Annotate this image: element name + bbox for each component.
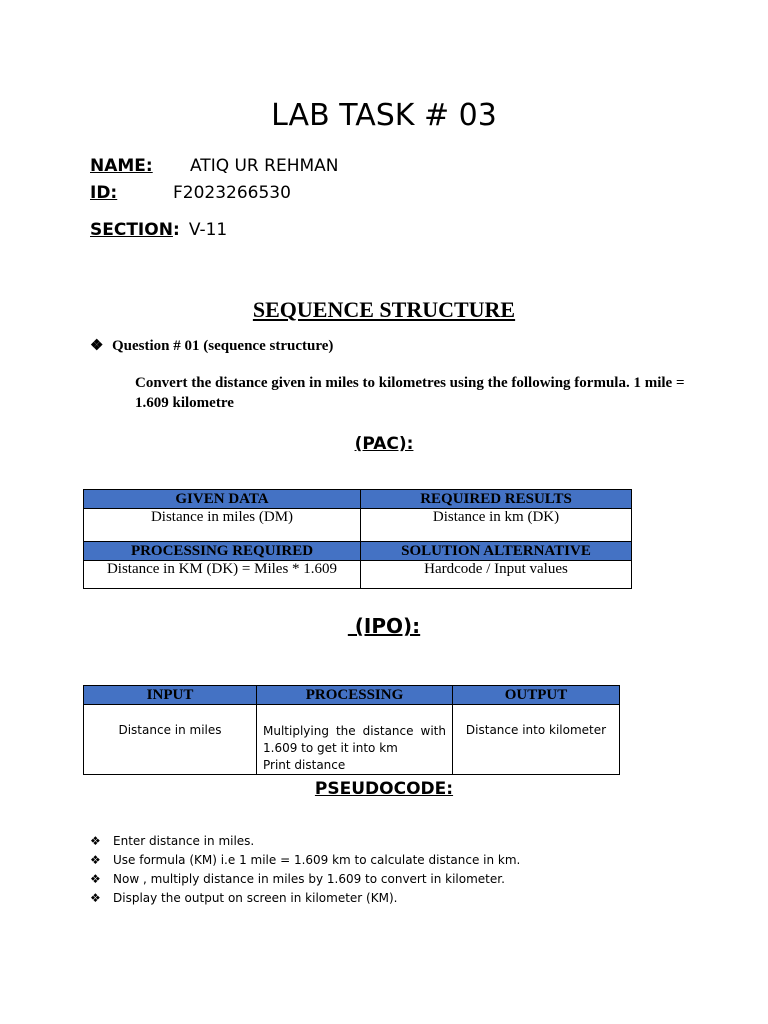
processing-cell bbox=[257, 705, 453, 775]
processing-required-cell: Distance in KM (DK) = Miles * 1.609 bbox=[84, 561, 361, 589]
output-cell: Distance into kilometer bbox=[453, 705, 620, 775]
section-row bbox=[90, 220, 227, 240]
pseudocode-step: Display the output on screen in kilometer (KM). bbox=[113, 891, 398, 905]
name-label: NAME: bbox=[90, 156, 153, 176]
pseudocode-heading: PSEUDOCODE: bbox=[314, 779, 454, 799]
processing-line-1: Multiplying the distance with 1.609 to get it into km bbox=[263, 724, 446, 755]
pseudocode-step: Now , multiply distance in miles by 1.609 to convert in kilometer. bbox=[113, 872, 505, 886]
list-item bbox=[90, 832, 520, 851]
name-value: ATIQ UR REHMAN bbox=[190, 156, 339, 176]
list-item bbox=[90, 851, 520, 870]
pac-table bbox=[83, 489, 632, 589]
diamond-bullet-icon: ❖ bbox=[90, 891, 101, 905]
list-item bbox=[90, 889, 520, 908]
id-row bbox=[90, 183, 117, 203]
ipo-table bbox=[83, 685, 620, 775]
required-results-header: REQUIRED RESULTS bbox=[361, 490, 632, 509]
ipo-heading: (IPO): bbox=[347, 614, 421, 638]
section-value: V-11 bbox=[188, 220, 228, 240]
list-item bbox=[90, 870, 520, 889]
section-colon: : bbox=[172, 220, 180, 240]
processing-header: PROCESSING bbox=[257, 686, 453, 705]
solution-alternative-cell: Hardcode / Input values bbox=[361, 561, 632, 589]
page-title: LAB TASK # 03 bbox=[271, 98, 497, 133]
section-label: SECTION bbox=[90, 220, 173, 240]
required-results-cell: Distance in km (DK) bbox=[361, 509, 632, 542]
diamond-bullet-icon: ❖ bbox=[90, 853, 101, 867]
input-header: INPUT bbox=[84, 686, 257, 705]
pseudocode-step: Use formula (KM) i.e 1 mile = 1.609 km to calculate distance in km. bbox=[113, 853, 521, 867]
pac-heading: (PAC): bbox=[354, 434, 414, 454]
given-data-header: GIVEN DATA bbox=[84, 490, 361, 509]
question-item bbox=[90, 336, 333, 355]
solution-alternative-header: SOLUTION ALTERNATIVE bbox=[361, 542, 632, 561]
given-data-cell: Distance in miles (DM) bbox=[84, 509, 361, 542]
processing-line-2: Print distance bbox=[263, 758, 346, 772]
pseudocode-list bbox=[90, 832, 520, 908]
section-heading: SEQUENCE STRUCTURE bbox=[252, 297, 516, 322]
output-header: OUTPUT bbox=[453, 686, 620, 705]
question-text: Convert the distance given in miles to kilometres using the following formula. 1 mile = 1.609 kilometre bbox=[135, 375, 685, 411]
diamond-bullet-icon: ❖ bbox=[90, 338, 104, 354]
id-label: ID: bbox=[90, 183, 118, 203]
id-value: F2023266530 bbox=[173, 183, 291, 203]
processing-required-header: PROCESSING REQUIRED bbox=[84, 542, 361, 561]
diamond-bullet-icon: ❖ bbox=[90, 834, 101, 848]
pseudocode-step: Enter distance in miles. bbox=[113, 834, 255, 848]
question-label: Question # 01 (sequence structure) bbox=[112, 338, 334, 354]
diamond-bullet-icon: ❖ bbox=[90, 872, 101, 886]
name-row bbox=[90, 156, 153, 176]
input-cell: Distance in miles bbox=[84, 705, 257, 775]
